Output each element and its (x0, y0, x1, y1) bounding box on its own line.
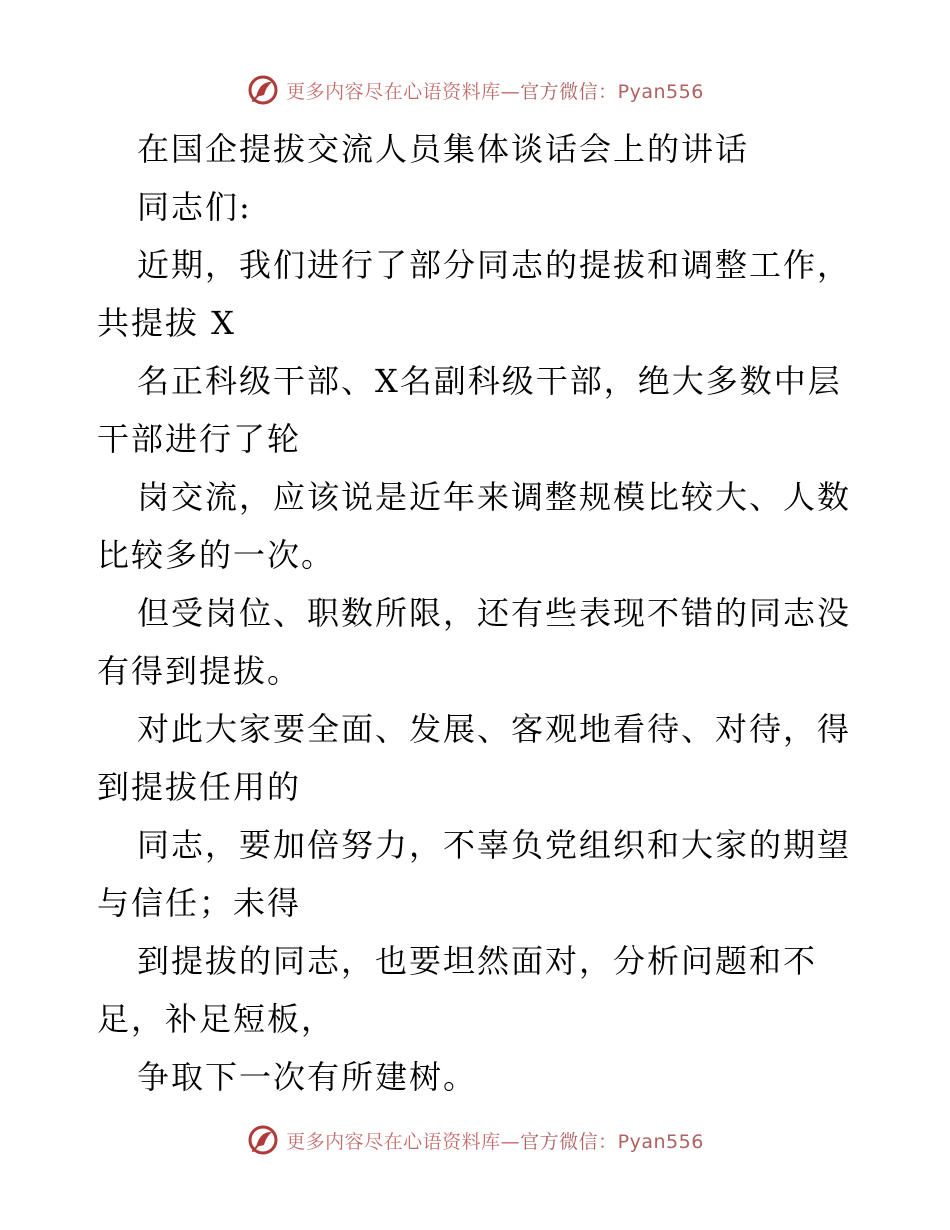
paragraph: 到提拔的同志，也要坦然面对，分析问题和不足，补足短板， (97, 942, 818, 1038)
document-body (97, 120, 857, 1106)
footer-watermark (0, 1120, 950, 1160)
logo-icon (246, 73, 280, 107)
watermark-wechat: 官方微信：Pyan556 (520, 80, 704, 103)
paragraph: 争取下一次有所建树。 (137, 1058, 478, 1096)
watermark-wechat: 官方微信：Pyan556 (520, 1130, 704, 1153)
paragraph: 对此大家要全面、发展、客观地看待、对待，得到提拔任用的 (97, 710, 852, 806)
paragraph: 名正科级干部、X名副科级干部，绝大多数中层干部进行了轮 (97, 362, 842, 458)
watermark-separator: — (500, 1130, 521, 1153)
paragraph: 但受岗位、职数所限，还有些表现不错的同志没有得到提拔。 (97, 594, 852, 690)
watermark-text (286, 1127, 704, 1154)
paragraph: 同志，要加倍努力，不辜负党组织和大家的期望与信任；未得 (97, 826, 852, 922)
watermark-site: 更多内容尽在心语资料库 (286, 1130, 501, 1153)
logo-icon (246, 1123, 280, 1157)
paragraph: 同志们: (137, 188, 252, 226)
paragraph: 岗交流，应该说是近年来调整规模比较大、人数比较多的一次。 (97, 478, 852, 574)
paragraph: 近期，我们进行了部分同志的提拔和调整工作，共提拔 X (97, 246, 852, 342)
document-title: 在国企提拔交流人员集体谈话会上的讲话 (137, 130, 750, 168)
header-watermark (0, 70, 950, 110)
watermark-site: 更多内容尽在心语资料库 (286, 80, 501, 103)
watermark-separator: — (500, 80, 521, 103)
watermark-text (286, 77, 704, 104)
